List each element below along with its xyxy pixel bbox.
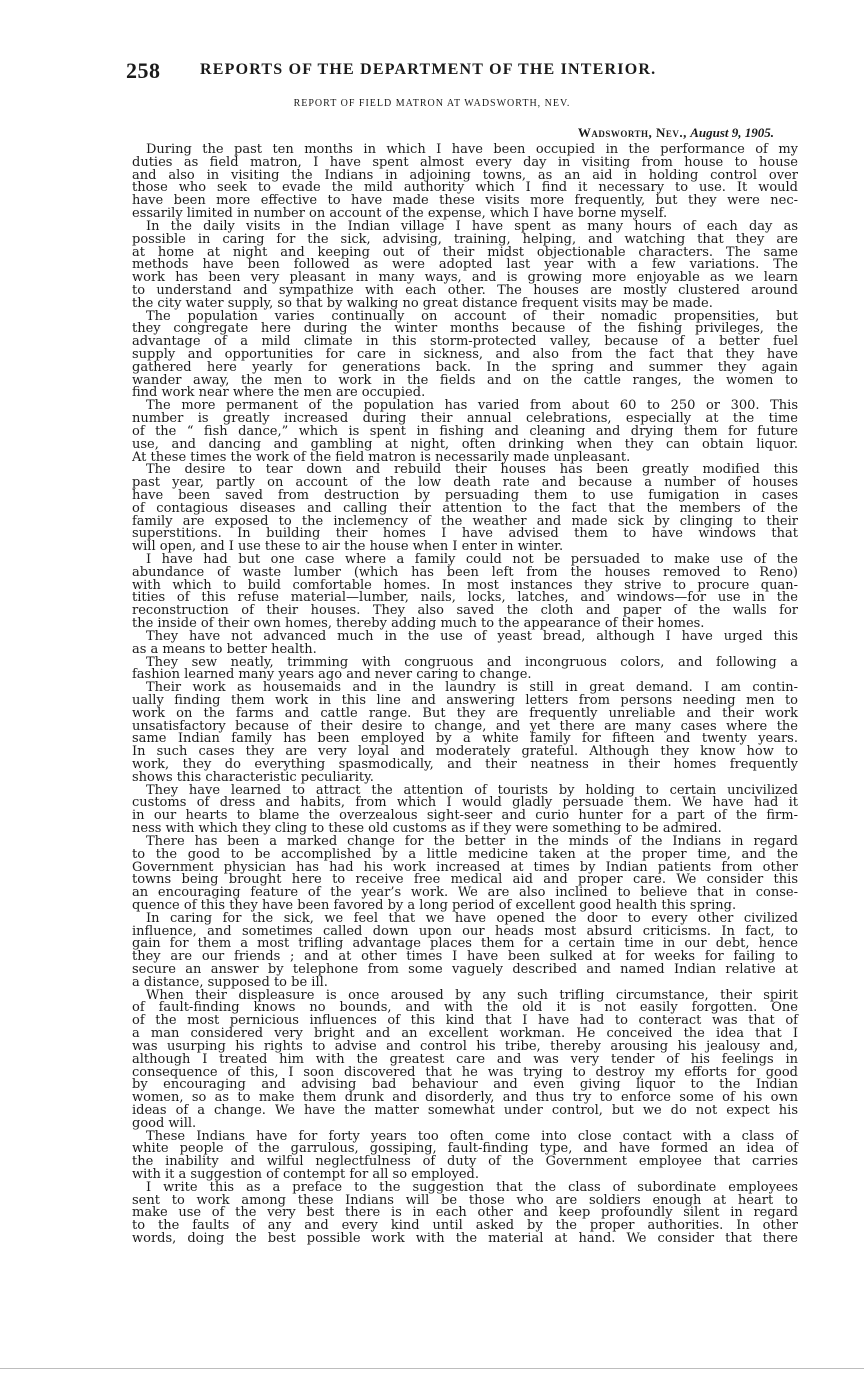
report-body (132, 144, 798, 1246)
text-line: customs of dress and habits, from which I would gladly persuade them. We have had it (132, 795, 798, 811)
running-head (126, 58, 714, 84)
text-line: use, and dancing and gambling at night, often drinking when they can obtain liquor. (132, 436, 798, 452)
text-line: the inability and wilful neglectfulness of duty of the Government employee that carries (132, 1154, 798, 1170)
text-line: by encouraging and advising bad behaviour and even giving liquor to the Indian (132, 1077, 798, 1093)
text-line: the city water supply, so that by walking no great distance frequent visits may be made. (132, 295, 713, 311)
dateline-place: Wadsworth, Nev., (577, 125, 687, 140)
text-line: as a means to better health. (132, 641, 317, 657)
text-line: good will. (132, 1115, 197, 1131)
text-line: abundance of waste lumber (which has been left from the houses removed to Reno) (132, 564, 798, 580)
text-line: have been more effective to have made these visits more frequently, but they were nec- (132, 193, 798, 209)
text-line: to the faults of any and every kind until asked by the proper authorities. In other (132, 1218, 798, 1234)
text-line: reconstruction of their houses. They also saved the cloth and paper of the walls for (132, 603, 798, 619)
text-line: The more permanent of the population has varied from about 60 to 250 or 300. This (146, 398, 798, 414)
text-line: The population varies continually on account of their nomadic propensities, but (146, 308, 798, 324)
text-line: I have had but one case where a family could not be persuaded to make use of the (146, 552, 798, 567)
text-line: sent to work among these Indians will be those who are soldiers enough at heart to (132, 1192, 798, 1208)
text-line: although I treated him with the greatest care and was very tender of his feelings in (132, 1051, 798, 1067)
text-line: of the “ fish dance,” which is spent in fishing and cleaning and drying them for future (132, 423, 798, 439)
text-line: I write this as a preface to the suggestion that the class of subordinate employees (146, 1179, 798, 1195)
text-line: same Indian family has been employed by a white family for fifteen and twenty years. (132, 731, 798, 747)
text-line: When their displeasure is once aroused by any such trifling circumstance, their spirit (146, 987, 798, 1003)
text-line: methods have been followed as were adopted last year with a few variations. The (132, 257, 798, 273)
text-line: find work near where the men are occupied. (132, 385, 426, 401)
text-line: work has been very pleasant in many ways, and is growing more enjoyable as we learn (132, 270, 798, 286)
text-line: advantage of a mild climate in this storm-protected valley, because of a better fuel (132, 334, 798, 350)
text-line: to the good to be accomplished by a little medicine taken at the proper time, and the (132, 846, 798, 862)
text-line: They have learned to attract the attention of tourists by holding to certain uncivilized (146, 782, 798, 798)
text-line: secure an answer by telephone from some vaguely described and named Indian relative at (132, 962, 798, 977)
text-line: During the past ten months in which I have been occupied in the performance of my (146, 142, 798, 157)
text-line: Their work as housemaids and in the laundry is still in great demand. I am contin- (146, 680, 798, 696)
text-line: unsatisfactory because of their desire to change, and yet there are many cases where the (132, 718, 798, 734)
text-line: will open, and I use these to air the house when I enter in winter. (132, 539, 564, 555)
dateline (578, 125, 774, 141)
text-line: In caring for the sick, we feel that we have opened the door to every other civilized (146, 910, 798, 926)
text-line: a man considered very bright and an excellent workman. He conceived the idea that I (132, 1026, 798, 1042)
text-line: Government physician has had his work increased at times by Indian patients from other (132, 859, 798, 875)
text-line: These Indians have for forty years too often come into close contact with a class of (146, 1128, 798, 1144)
text-line: words, doing the best possible work with the material at hand. We consider that there (132, 1231, 798, 1247)
text-line: have been saved from destruction by persuading them to use fumigation in cases (132, 487, 798, 503)
text-line: white people of the garrulous, gossiping, fault-finding type, and have formed an idea of (132, 1141, 798, 1157)
text-line: they congregate here during the winter months because of the fishing privileges, the (132, 321, 798, 337)
text-line: ideas of a change. We have the matter somewhat under control, but we do not expect his (132, 1102, 798, 1118)
running-title: REPORTS OF THE DEPARTMENT OF THE INTERIOR. (200, 61, 657, 78)
text-line: number is greatly increased during their annual celebrations, especially at the time (132, 411, 798, 427)
text-line: past year, partly on account of the low death rate and because a number of houses (132, 475, 798, 491)
text-line: They sew neatly, trimming with congruous and incongruous colors, and following a (146, 654, 798, 670)
dateline-date: August 9, 1905. (690, 125, 774, 140)
page-edge (0, 1368, 864, 1381)
page-number: 258 (126, 58, 161, 83)
text-line: an encouraging feature of the year’s work. We are also inclined to believe that in conse- (132, 885, 798, 901)
text-line: gathered here yearly for generations back. In the spring and summer they again (132, 359, 798, 375)
text-line: family are exposed to the inclemency of the weather and made sick by clinging to their (132, 513, 798, 529)
text-line: In the daily visits in the Indian village I have spent as many hours of each day as (146, 218, 798, 234)
text-line: tities of this refuse material—lumber, nails, locks, latches, and windows—for use in the (132, 590, 798, 606)
text-line: supply and opportunities for care in sickness, and also from the fact that they have (132, 347, 798, 362)
text-line: in our hearts to blame the overzealous sight-seer and curio hunter for a part of the firm- (132, 808, 798, 824)
text-line: There has been a marked change for the better in the minds of the Indians in regard (146, 833, 798, 849)
text-line: influence, and sometimes called down upon our heads most absurd criticisms. In fact, to (132, 923, 798, 939)
text-line: of fault-finding knows no bounds, and with the old it is not easily forgotten. One (132, 1000, 798, 1016)
text-line: wander away, the men to work in the fields and on the cattle ranges, the women to (132, 372, 798, 388)
text-line: make use of the very best there is in each other and keep profoundly silent in regard (132, 1205, 798, 1221)
text-line: shows this characteristic peculiarity. (132, 769, 374, 785)
text-line: was usurping his rights to advise and control his tribe, thereby arousing his jealousy and, (132, 1038, 798, 1054)
text-line: with which to build comfortable homes. In most instances they strive to procure quan- (132, 577, 798, 593)
text-line: those who seek to evade the mild authority which I find it necessary to use. It would (132, 180, 798, 196)
text-line: quence of this they have been favored by a long period of excellent good health this spring. (132, 897, 737, 913)
text-line: towns being brought here to receive free medical aid and proper care. We consider this (132, 872, 798, 888)
text-line: of contagious diseases and calling their attention to the fact that the members of the (132, 500, 798, 516)
text-line: at home at night and keeping out of their midst objectionable characters. The same (132, 244, 798, 260)
text-line: and also in visiting the Indians in adjoining towns, as an aid in holding control over (132, 167, 798, 183)
text-line: women, so as to make them drunk and disorderly, and thus try to enforce some of his own (132, 1090, 798, 1106)
text-line: possible in caring for the sick, advising, training, helping, and watching that they are (132, 231, 798, 247)
text-line: a distance, supposed to be ill. (132, 974, 328, 990)
text-line: The desire to tear down and rebuild their houses has been greatly modified this (146, 462, 798, 478)
text-line: They have not advanced much in the use of yeast bread, although I have urged this (146, 628, 798, 644)
text-line: In such cases they are very loyal and moderately grateful. Although they know how to (132, 744, 798, 760)
text-line: consequence of this, I soon discovered that he was trying to destroy my efforts for good (132, 1064, 798, 1080)
text-line: they are our friends ; and at other times I have been sulked at for weeks for failing to (132, 949, 798, 965)
text-line: work, they do everything spasmodically, and their neatness in their homes frequently (132, 757, 798, 772)
text-line: essarily limited in number on account of the expense, which I have borne myself. (132, 206, 668, 222)
text-line: superstitions. In building their homes I have advised them to have windows that (132, 526, 798, 542)
report-title: REPORT OF FIELD MATRON AT WADSWORTH, NEV. (293, 98, 571, 109)
text-line: At these times the work of the field matron is necessarily made unpleasant. (132, 449, 631, 465)
text-line: ually finding them work in this line and answering letters from persons needing men to (132, 692, 798, 708)
text-line: ness with which they cling to these old customs as if they were something to be admired. (132, 821, 722, 837)
text-line: work on the farms and cattle range. But they are frequently unreliable and their work (132, 705, 798, 721)
text-line: the inside of their own homes, thereby adding much to the appearance of their homes. (132, 616, 705, 632)
text-line: gain for them a most trifling advantage places them for a certain time in our debt, hence (132, 936, 798, 952)
text-line: duties as field matron, I have spent almost every day in visiting from house to house (132, 154, 798, 170)
text-line: with it a suggestion of contempt for all so employed. (132, 1167, 479, 1182)
text-line: to understand and sympathize with each other. The houses are mostly clustered around (132, 282, 798, 298)
text-line: of the most pernicious influences of this kind that I have had to conteract was that of (132, 1013, 798, 1029)
text-line: fashion learned many years ago and never caring to change. (132, 667, 532, 683)
